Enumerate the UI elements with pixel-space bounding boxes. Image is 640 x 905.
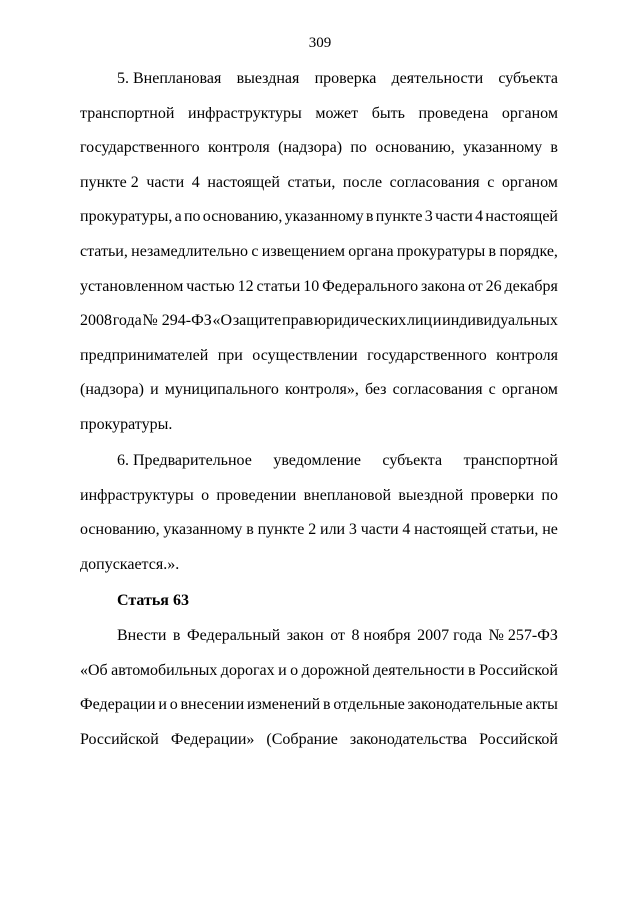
word: 2 (308, 521, 317, 539)
word: в (322, 696, 331, 714)
word: № 294-ФЗ (142, 312, 212, 330)
text-line: допускается.». (80, 555, 180, 573)
article-heading: Статья 63 (117, 592, 189, 609)
word: а (174, 208, 182, 226)
word: может (315, 104, 359, 122)
word: в (488, 242, 497, 260)
word: Федерации (80, 696, 156, 714)
word: инфраструктуры (80, 486, 194, 504)
word: законодательные (407, 696, 523, 714)
word: субъекта (382, 452, 443, 469)
word: закона (421, 277, 466, 295)
word: транспортной (80, 104, 175, 122)
word: органом (501, 381, 558, 399)
word: незамедлительно (131, 242, 249, 260)
text-line (80, 373, 558, 408)
word: пункте (257, 521, 305, 539)
word: настоящей (207, 173, 280, 191)
word: 4 (191, 173, 200, 191)
text-line (80, 444, 558, 479)
word: прокуратуры (396, 242, 486, 260)
word: контроля (496, 346, 558, 364)
word: (надзора) (80, 381, 144, 399)
word: выездной (398, 486, 464, 504)
word: инфраструктуры (188, 104, 302, 122)
word: и (150, 381, 159, 399)
word: законодательства (349, 730, 468, 748)
text-line (80, 62, 558, 97)
word: указанному (284, 208, 364, 226)
word: от (330, 627, 345, 644)
word: Внести (117, 627, 167, 644)
word: декабря (504, 277, 558, 295)
text-line (80, 654, 558, 689)
word: государственного (367, 346, 487, 364)
word: статьи, (287, 173, 336, 191)
word: 10 (303, 277, 320, 295)
word: проведении (216, 486, 297, 504)
word: по (541, 486, 558, 504)
word: основанию, (202, 208, 283, 226)
word: согласования (389, 173, 480, 191)
word: 12 (237, 277, 254, 295)
word: и (158, 696, 167, 714)
word: о (169, 696, 178, 714)
word: Российской (479, 661, 558, 679)
word: в (172, 627, 181, 644)
word: и (278, 661, 287, 679)
word: после (342, 173, 383, 191)
word: без (364, 381, 387, 399)
word: Российской (479, 730, 558, 748)
word: с (488, 381, 496, 399)
article-63-section (80, 584, 558, 619)
word: о (201, 486, 210, 504)
word: внеплановой (303, 486, 392, 504)
word: при (217, 346, 243, 364)
word: согласования (392, 381, 483, 399)
word: контроля (207, 139, 270, 157)
word: проверки (470, 486, 535, 504)
word: указанному (463, 139, 543, 157)
word: и (432, 312, 442, 330)
word: или (320, 521, 346, 539)
text-line (80, 688, 558, 723)
word: выездная (236, 70, 300, 87)
word: внесении (180, 696, 245, 714)
word: проверка (314, 70, 377, 87)
word: осуществлении (252, 346, 358, 364)
text-line (80, 304, 558, 339)
word: части (435, 208, 473, 226)
text-line (80, 97, 558, 132)
word: изменений (246, 696, 321, 714)
word: от (467, 277, 483, 295)
word: Российской (80, 730, 159, 748)
word: части (360, 521, 399, 539)
word: в (246, 521, 254, 539)
text-line (80, 131, 558, 166)
word: муниципального (164, 381, 279, 399)
text-line (80, 200, 558, 235)
word: основанию, (375, 139, 455, 157)
text-line (80, 166, 558, 201)
word: 8 ноября (351, 627, 411, 644)
word: порядке, (499, 242, 558, 260)
word: настоящей (414, 521, 487, 539)
word: указанному (163, 521, 243, 539)
word: статьи, (490, 521, 539, 539)
word: с (487, 173, 495, 191)
word: извещением (261, 242, 345, 260)
text-line (80, 339, 558, 374)
paragraph-6 (80, 444, 558, 582)
word: по (183, 208, 201, 226)
word: 6. Предварительное (117, 452, 252, 469)
word: органа (348, 242, 394, 260)
word: дорожной (301, 661, 370, 679)
word: Федерации» (170, 730, 255, 748)
word: не (542, 521, 558, 539)
word: статьи, (80, 242, 128, 260)
word: части (146, 173, 185, 191)
page-number: 309 (308, 35, 332, 51)
word: Федеральный (187, 627, 281, 644)
text-line (80, 513, 558, 548)
word: юридических (313, 312, 407, 330)
word: уведомление (273, 452, 361, 469)
word: года (112, 312, 142, 330)
word: «О (212, 312, 233, 330)
word: акты (525, 696, 558, 714)
word: 2008 (80, 312, 112, 330)
word: статьи (256, 277, 301, 295)
text-line (80, 723, 558, 758)
word: 3 (424, 208, 433, 226)
word: 2007 года (417, 627, 483, 644)
word: в (550, 139, 558, 157)
word: органом (501, 104, 558, 122)
paragraph-5 (80, 62, 558, 443)
word: дорогах (220, 661, 275, 679)
word: закон (286, 627, 324, 644)
word: частью (186, 277, 235, 295)
word: субъекта (498, 70, 558, 87)
text-line (80, 479, 558, 514)
word: в (365, 208, 374, 226)
word: прав (282, 312, 314, 330)
word: индивидуальных (442, 312, 558, 330)
word: защите (232, 312, 282, 330)
text-line (80, 235, 558, 270)
word: 4 (475, 208, 484, 226)
word: контроля», (285, 381, 359, 399)
word: пункте (375, 208, 423, 226)
word: прокуратуры, (80, 208, 173, 226)
word: проведена (418, 104, 489, 122)
word: 3 (348, 521, 357, 539)
word: деятельности (372, 661, 465, 679)
word: с (251, 242, 259, 260)
word: отдельные (333, 696, 405, 714)
word: «Об (80, 661, 108, 679)
word: транспортной (463, 452, 558, 469)
word: 5. Внеплановая (117, 70, 222, 87)
text-line (80, 619, 558, 654)
word: деятельности (391, 70, 484, 87)
word: предпринимателей (80, 346, 209, 364)
word: о (290, 661, 299, 679)
text-line: прокуратуры. (80, 415, 173, 433)
word: (надзора) (278, 139, 343, 157)
word: органом (501, 173, 558, 191)
word: 26 (485, 277, 502, 295)
text-line (80, 270, 558, 305)
word: (Собрание (266, 730, 338, 748)
word: быть (371, 104, 405, 122)
word: основанию, (80, 521, 160, 539)
word: государственного (80, 139, 200, 157)
word: лиц (406, 312, 433, 330)
word: № 257-ФЗ (488, 627, 558, 644)
word: 4 (402, 521, 411, 539)
article-63-paragraph (80, 619, 558, 757)
word: Федерального (322, 277, 419, 295)
word: пункте 2 (80, 173, 139, 191)
word: установленном (80, 277, 184, 295)
word: автомобильных (111, 661, 218, 679)
word: настоящей (485, 208, 558, 226)
word: в (468, 661, 476, 679)
word: по (350, 139, 367, 157)
